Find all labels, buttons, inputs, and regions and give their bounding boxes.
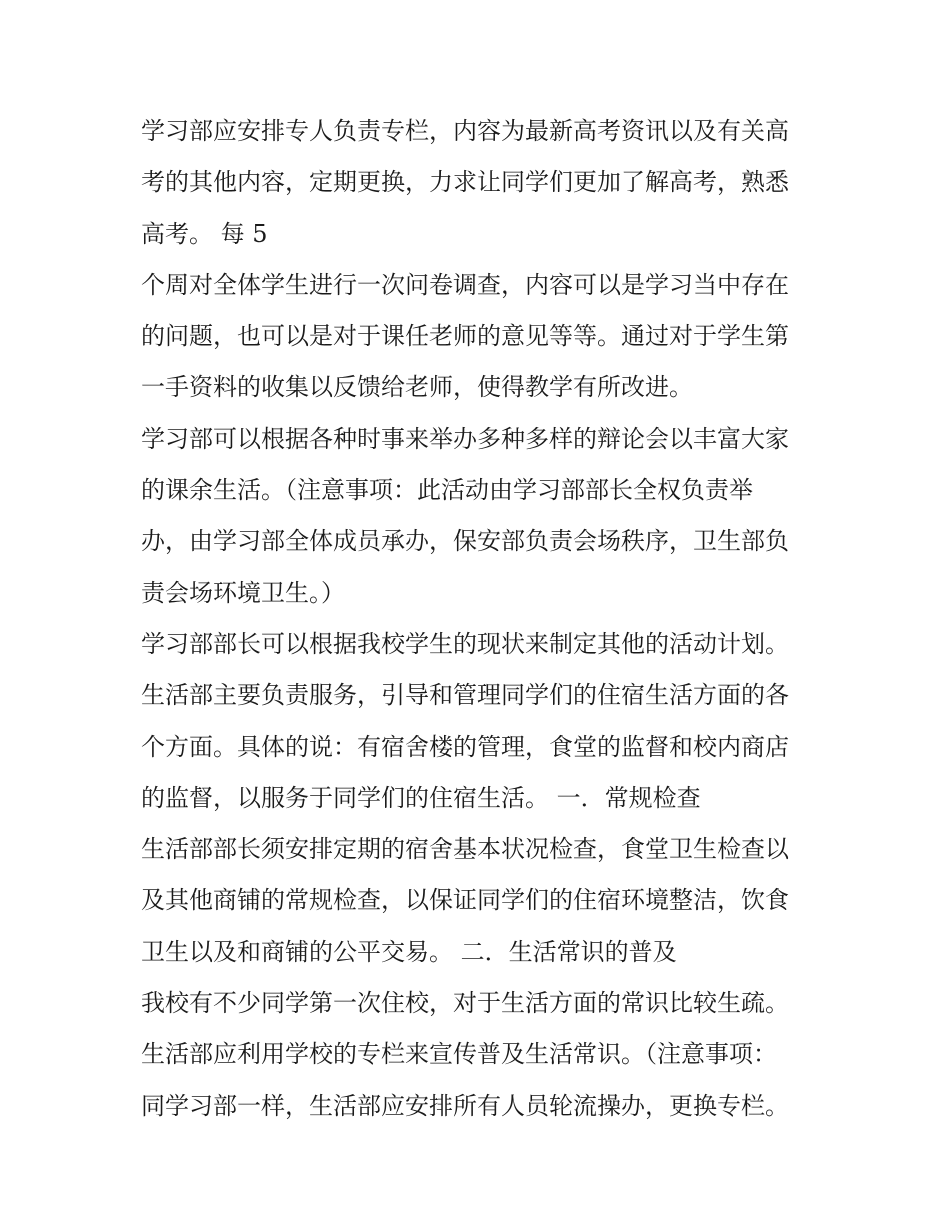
text-line: 的课余生活。（注意事项：此活动由学习部部长全权负责举 xyxy=(141,476,753,505)
text-line: 生活部主要负责服务，引导和管理同学们的住宿生活方面的各 xyxy=(141,681,789,710)
text-line: 个方面。具体的说：有宿舍楼的管理，食堂的监督和校内商店 xyxy=(141,732,789,761)
text-line: 的监督，以服务于同学们的住宿生活。 一．常规检查 xyxy=(141,783,701,812)
text-line: 学习部应安排专人负责专栏，内容为最新高考资讯以及有关高 xyxy=(141,117,789,145)
text-line: 高考。 每 5 xyxy=(141,219,268,248)
text-line: 的问题，也可以是对于课任老师的意见等等。通过对于学生第 xyxy=(141,322,789,351)
text-line: 卫生以及和商铺的公平交易。 二．生活常识的普及 xyxy=(141,937,677,966)
text-line: 学习部可以根据各种时事来举办多种多样的辩论会以丰富大家 xyxy=(141,424,789,453)
text-line: 我校有不少同学第一次住校，对于生活方面的常识比较生疏。 xyxy=(141,989,789,1018)
text-line: 个周对全体学生进行一次问卷调查，内容可以是学习当中存在 xyxy=(141,270,789,299)
text-line: 一手资料的收集以反馈给老师，使得教学有所改进。 xyxy=(141,373,693,402)
text-line: 学习部部长可以根据我校学生的现状来制定其他的活动计划。 xyxy=(141,629,789,658)
text-line: 办，由学习部全体成员承办，保安部负责会场秩序，卫生部负 xyxy=(141,527,789,556)
text-line: 及其他商铺的常规检查，以保证同学们的住宿环境整洁，饮食 xyxy=(141,886,789,915)
text-line: 生活部应利用学校的专栏来宣传普及生活常识。（注意事项： xyxy=(141,1040,777,1069)
text-line: 责会场环境卫生。） xyxy=(141,578,345,607)
body-text xyxy=(141,106,821,1132)
text-line: 考的其他内容，定期更换，力求让同学们更加了解高考，熟悉 xyxy=(141,168,789,197)
text-line: 生活部部长须安排定期的宿舍基本状况检查，食堂卫生检查以 xyxy=(141,835,789,864)
text-line: 同学习部一样，生活部应安排所有人员轮流操办，更换专栏。 xyxy=(141,1091,789,1120)
